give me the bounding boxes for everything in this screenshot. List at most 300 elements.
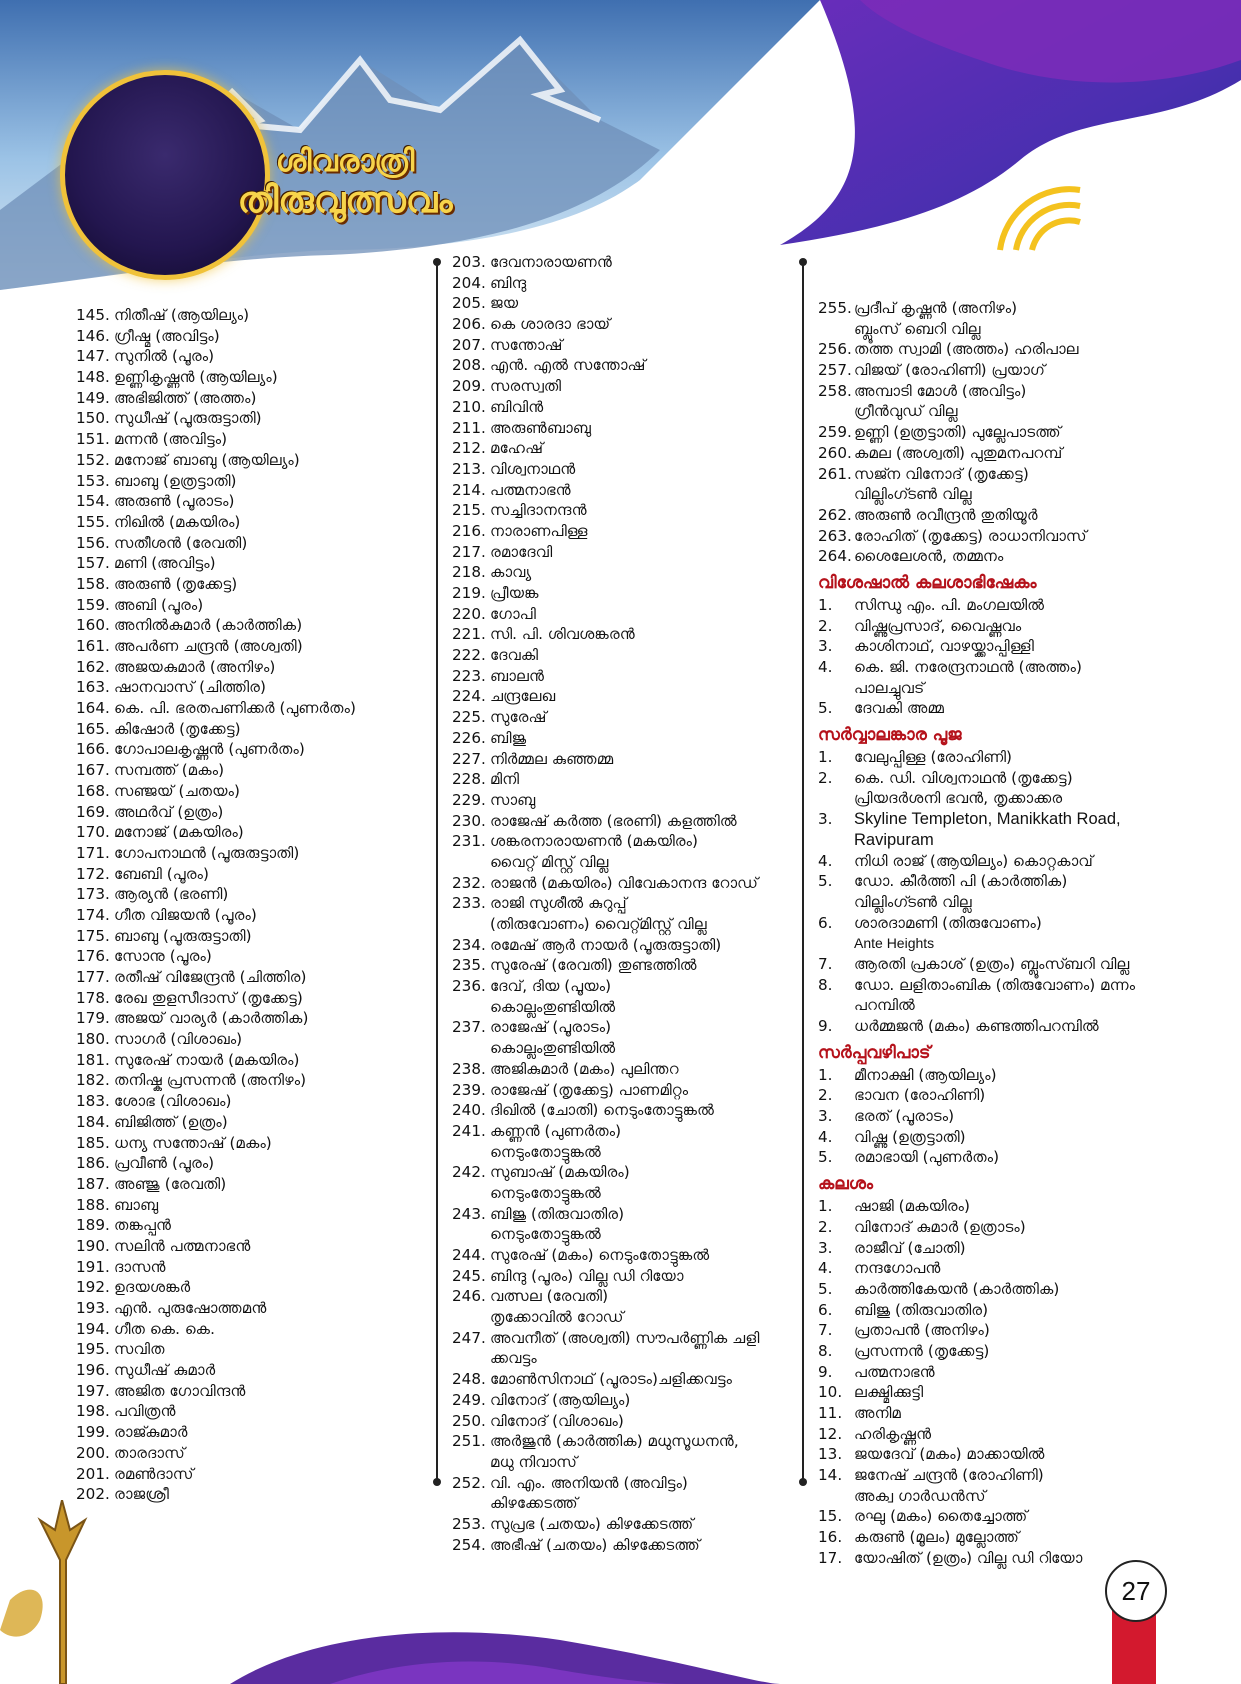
- item-number: 203.: [452, 253, 486, 271]
- item-name: മന്നൻ (അവിട്ടം): [114, 430, 228, 449]
- item-number: 2.: [818, 616, 833, 635]
- item-name: രമാദേവി: [490, 542, 553, 561]
- item-name: ഗീത വിജയൻ (പൂരം): [114, 905, 257, 924]
- item-name: രാജി സുശീൽ കുറുപ്പ്: [490, 894, 627, 913]
- item-name: താരദാസ്: [114, 1443, 185, 1462]
- item-number: 180.: [76, 1030, 110, 1049]
- item-name: ഭാവന (രോഹിണി): [854, 1086, 986, 1105]
- item-name: സുധീഷ് കുമാർ: [114, 1361, 216, 1380]
- list-item: [452, 873, 792, 894]
- list-item: [452, 645, 792, 666]
- item-number: 177.: [76, 968, 110, 986]
- item-continuation: കിഴക്കേടത്ത്: [490, 1494, 578, 1513]
- list-item: [452, 1328, 792, 1349]
- item-name: അജികുമാർ (മകം) പുലിന്തറ: [490, 1059, 679, 1078]
- list-item: [76, 1236, 406, 1257]
- list-item: [76, 698, 406, 719]
- list-item: [76, 450, 406, 471]
- list-item: [818, 636, 1183, 657]
- list-item: [818, 954, 1183, 975]
- item-number: 145.: [76, 306, 110, 324]
- list-item: [76, 719, 406, 740]
- item-number: 221.: [452, 625, 486, 644]
- list-item: [76, 388, 406, 409]
- list-item: [452, 1121, 792, 1142]
- item-number: 166.: [76, 740, 110, 759]
- item-number: 210.: [452, 397, 486, 416]
- item-number: 184.: [76, 1112, 110, 1131]
- item-name: ശങ്കരനാരായണൻ (മകയിരം): [490, 832, 698, 851]
- list-item: [452, 1431, 792, 1452]
- item-number: 152.: [76, 450, 110, 469]
- item-number: 178.: [76, 988, 110, 1007]
- list-item: [818, 1382, 1183, 1403]
- item-name: ശോഭ (വിശാഖം): [114, 1092, 232, 1111]
- list-item: [452, 624, 792, 645]
- item-number: 216.: [452, 521, 486, 540]
- item-name: അവനീത് (അശ്വതി) സൗപർണ്ണിക ചളി: [490, 1328, 760, 1347]
- item-name: നന്ദഗോപൻ: [854, 1259, 941, 1278]
- item-number: 222.: [452, 646, 486, 665]
- item-continuation: Ante Heights: [854, 935, 935, 952]
- item-number: 5.: [818, 1148, 833, 1167]
- item-number: 259.: [818, 423, 852, 442]
- item-name: വിഷ്ണു (ഉത്രട്ടാതി): [854, 1127, 966, 1146]
- item-name: സതീശൻ (രേവതി): [114, 533, 248, 552]
- item-number: 237.: [452, 1018, 486, 1037]
- item-number: 257.: [818, 361, 852, 380]
- item-name: നിധി രാജ് (ആയില്യം) കൊറ്റകാവ്: [854, 851, 1093, 870]
- item-number: 1.: [818, 748, 833, 767]
- item-name: ബേബി (പൂരം): [114, 864, 209, 883]
- item-name: ദേവകി അമ്മ: [854, 699, 945, 718]
- list-item: [818, 464, 1183, 485]
- list-item: [76, 967, 406, 988]
- item-number: 2.: [818, 1217, 833, 1236]
- list-item: [818, 1444, 1183, 1465]
- list-item: [76, 1339, 406, 1360]
- list-item: [452, 500, 792, 521]
- list-item: [818, 1106, 1183, 1127]
- list-item: [76, 781, 406, 802]
- list-item: [76, 1298, 406, 1319]
- item-number: 223.: [452, 666, 486, 685]
- list-item: [76, 822, 406, 843]
- donor-list-column-2: [452, 252, 792, 1555]
- item-continuation: നെടുംതോട്ടുങ്കൽ: [490, 1183, 601, 1202]
- list-item: [76, 657, 406, 678]
- list-item: [76, 802, 406, 823]
- list-item: [818, 657, 1183, 678]
- list-item: [76, 739, 406, 760]
- item-number: 205.: [452, 294, 486, 313]
- list-item: [76, 636, 406, 657]
- item-name: ഗ്രീഷ്മ (അവിട്ടം): [114, 326, 220, 345]
- item-number: 9.: [818, 1017, 833, 1035]
- list-item: [452, 376, 792, 397]
- item-name: ഗോപനാഥൻ (പൂരുരുട്ടാതി): [114, 843, 300, 862]
- item-number: 16.: [818, 1528, 843, 1547]
- list-item: [76, 1091, 406, 1112]
- list-item: [452, 293, 792, 314]
- item-name: സുരേഷ് (മകം) നെടുംതോട്ടുങ്കൽ: [490, 1246, 710, 1264]
- item-number: 168.: [76, 781, 110, 800]
- list-item: [76, 843, 406, 864]
- item-number: 182.: [76, 1071, 110, 1090]
- item-number: 150.: [76, 409, 110, 428]
- item-name: ബിന്ദു: [490, 273, 527, 292]
- item-name: സുപ്രഭ (ചതയം) കിഴക്കേടത്ത്: [490, 1514, 694, 1533]
- item-number: 238.: [452, 1059, 486, 1078]
- item-number: 190.: [76, 1236, 110, 1255]
- list-item: [452, 438, 792, 459]
- list-item: [452, 583, 792, 604]
- item-name: പത്മനാഭൻ: [490, 480, 571, 499]
- list-item: [452, 686, 792, 707]
- list-item: [818, 851, 1183, 872]
- list-item: [818, 1238, 1183, 1259]
- list-item: [452, 1535, 792, 1556]
- item-name: സച്ചിദാനന്ദൻ: [490, 501, 587, 520]
- item-name: രാജേഷ് കർത്ത (ഭരണി) കളത്തിൽ: [490, 811, 737, 830]
- item-name: ധർമ്മജൻ (മകം) കണ്ടത്തിപറമ്പിൽ: [854, 1017, 1099, 1035]
- item-name: Skyline Templeton, Manikkath Road,: [854, 810, 1121, 829]
- item-name: ഹരികൃഷ്ണൻ: [854, 1424, 932, 1443]
- list-item: [818, 505, 1183, 526]
- item-number: 3.: [818, 810, 833, 829]
- list-item: [818, 1217, 1183, 1238]
- item-name: ഡോ. ലളിതാംബിക (തിരുവോണം) മന്നം: [854, 975, 1136, 994]
- list-item: [452, 562, 792, 583]
- item-name: വി. എം. അനിയൻ (അവിട്ടം): [490, 1473, 688, 1492]
- item-name: സവിത: [114, 1340, 165, 1359]
- item-number: 185.: [76, 1133, 110, 1152]
- item-name: പ്രതാപൻ (അനിഴം): [854, 1321, 990, 1340]
- item-name: നിതീഷ് (ആയില്യം): [114, 306, 250, 324]
- list-item: [818, 1465, 1183, 1486]
- item-name: രാജൻ (മകയിരം) വിവേകാനന്ദ റോഡ്: [490, 873, 759, 892]
- item-name: സി. പി. ശിവശങ്കരൻ: [490, 625, 635, 644]
- item-continuation: കൊല്ലംതുണ്ടിയിൽ: [490, 1039, 616, 1058]
- item-number: 187.: [76, 1174, 110, 1193]
- item-continuation: ബ്ലൂംസ് ബെറി വില്ല: [854, 319, 981, 338]
- item-number: 207.: [452, 335, 486, 354]
- item-number: 1.: [818, 1065, 833, 1084]
- item-number: 220.: [452, 604, 486, 623]
- list-item: [76, 946, 406, 967]
- item-name: ഡോ. കീർത്തി പി (കാർത്തിക): [854, 872, 1068, 891]
- list-item: [452, 1390, 792, 1411]
- item-name: അഭീഷ് (ചതയം) കിഴക്കേടത്ത്: [490, 1535, 701, 1554]
- list-item: [76, 1133, 406, 1154]
- list-item: [818, 1362, 1183, 1383]
- item-name: കെ. ജി. നരേന്ദ്രനാഥൻ (അത്തം): [854, 658, 1082, 676]
- item-name: വിഷ്ണുപ്രസാദ്, വൈഷ്ണവം: [854, 616, 1022, 635]
- item-number: 230.: [452, 811, 486, 830]
- list-item: [452, 728, 792, 749]
- list-item: [818, 1506, 1183, 1527]
- item-number: 154.: [76, 492, 110, 511]
- list-item: [76, 346, 406, 367]
- item-number: 242.: [452, 1163, 486, 1182]
- item-name: നിർമ്മല കുഞ്ഞമ്മ: [490, 749, 614, 768]
- list-item: [818, 595, 1183, 616]
- item-name: കാവ്യ: [490, 563, 532, 582]
- list-item: [818, 616, 1183, 637]
- donor-list-column-3: [818, 298, 1183, 1569]
- list-item: [452, 542, 792, 563]
- list-item: [452, 397, 792, 418]
- item-name: ഷാജി (മകയിരം): [854, 1197, 970, 1216]
- item-name: രഘു (മകം) തൈച്ചോത്ത്: [854, 1507, 1028, 1526]
- item-number: 2.: [818, 768, 833, 787]
- item-number: 240.: [452, 1101, 486, 1120]
- list-item: [76, 1112, 406, 1133]
- item-name: മനോജ് ബാബു (ആയില്യം): [114, 450, 300, 469]
- item-number: 5.: [818, 1279, 833, 1298]
- item-name: ബിവിൻ: [490, 397, 544, 416]
- item-name: അപർണ ചന്ദ്രൻ (അശ്വതി): [114, 637, 303, 655]
- item-number: 246.: [452, 1287, 486, 1306]
- item-name: എൻ. പുരുഷോത്തമൻ: [114, 1299, 267, 1317]
- item-name: തങ്കപ്പൻ: [114, 1216, 172, 1235]
- item-number: 4.: [818, 851, 833, 870]
- item-number: 17.: [818, 1548, 843, 1567]
- list-item: [76, 1319, 406, 1340]
- item-number: 193.: [76, 1299, 110, 1317]
- item-name: ബിജു (തിരുവാതിര): [854, 1300, 989, 1319]
- list-item: [452, 1080, 792, 1101]
- item-name: രാജേഷ് (പൂരാടം): [490, 1018, 612, 1037]
- list-item: [76, 512, 406, 533]
- item-number: 234.: [452, 935, 486, 954]
- list-item: [452, 893, 792, 914]
- item-name: തത്ത സ്വാമി (അത്തം) ഹരിപാല: [854, 340, 1079, 359]
- list-item: [76, 1360, 406, 1381]
- item-name: രമൺദാസ്: [114, 1464, 194, 1483]
- item-number: 247.: [452, 1328, 486, 1347]
- item-number: 183.: [76, 1092, 110, 1111]
- list-item: [452, 480, 792, 501]
- item-continuation: ഗ്രീൻവുഡ് വില്ല: [854, 402, 958, 421]
- item-number: 5.: [818, 699, 833, 718]
- list-item: [76, 1050, 406, 1071]
- list-item: [818, 1085, 1183, 1106]
- section-heading: സർവ്വാലങ്കാര പൂജ: [818, 725, 962, 746]
- item-name: വിനോദ് (ആയില്യം): [490, 1390, 631, 1409]
- item-continuation: (തിരുവോണം) വൈറ്റ്മിസ്റ്റ് വില്ല: [490, 915, 707, 933]
- list-item: [452, 1162, 792, 1183]
- list-item: [76, 553, 406, 574]
- item-continuation: Ravipuram: [854, 830, 934, 849]
- item-number: 165.: [76, 719, 110, 738]
- item-continuation: വില്ലിംഗ്ടൺ വില്ല: [854, 485, 972, 504]
- item-number: 195.: [76, 1340, 110, 1359]
- item-name: സോനു (പൂരം): [114, 947, 212, 966]
- list-item: [452, 790, 792, 811]
- list-item: [452, 666, 792, 687]
- list-item: [76, 615, 406, 636]
- item-name: അഥർവ് (ഉത്രം): [114, 802, 224, 821]
- item-number: 263.: [818, 526, 852, 545]
- list-item: [452, 707, 792, 728]
- item-number: 229.: [452, 790, 486, 809]
- item-number: 191.: [76, 1257, 110, 1276]
- list-item: [818, 1196, 1183, 1217]
- item-name: അരുൺ (പൂരാടം): [114, 492, 235, 511]
- list-item: [76, 1464, 406, 1485]
- item-number: 209.: [452, 377, 486, 396]
- item-name: രമാഭായി (പുണർതം): [854, 1148, 1000, 1167]
- list-item: [818, 1258, 1183, 1279]
- list-item: [76, 1008, 406, 1029]
- list-item: [76, 326, 406, 347]
- item-name: സാഗർ (വിശാഖം): [114, 1030, 243, 1049]
- item-number: 228.: [452, 770, 486, 789]
- list-item: [818, 768, 1183, 789]
- list-item: [452, 418, 792, 439]
- list-item: [818, 1527, 1183, 1548]
- item-name: ധന്യ സന്തോഷ് (മകം): [114, 1133, 272, 1152]
- item-number: 248.: [452, 1370, 486, 1389]
- item-number: 260.: [818, 443, 852, 462]
- item-number: 236.: [452, 977, 486, 996]
- list-item: [76, 1070, 406, 1091]
- list-item: [818, 298, 1183, 319]
- item-number: 215.: [452, 501, 486, 520]
- item-name: രാജേഷ് (തൃക്കേട്ട) പാണമിറ്റം: [490, 1080, 689, 1099]
- item-number: 167.: [76, 761, 110, 780]
- list-item: [452, 955, 792, 976]
- item-number: 264.: [818, 547, 852, 566]
- item-name: ഭരത് (പൂരാടം): [854, 1107, 955, 1126]
- item-name: ബാബു: [114, 1195, 159, 1214]
- item-name: രാജീവ് (ചോതി): [854, 1238, 966, 1257]
- list-item: [818, 1065, 1183, 1086]
- item-number: 251.: [452, 1432, 486, 1451]
- item-number: 206.: [452, 315, 486, 334]
- list-item: [76, 533, 406, 554]
- list-item: [76, 491, 406, 512]
- item-name: ആര്യൻ (ഭരണി): [114, 885, 229, 904]
- item-number: 249.: [452, 1390, 486, 1409]
- list-item: [452, 935, 792, 956]
- item-name: വേലുപ്പിള്ള (രോഹിണി): [854, 748, 1012, 767]
- list-item: [76, 988, 406, 1009]
- item-name: മോൺസിനാഥ് (പൂരാടം)ചളിക്കവട്ടം: [490, 1370, 732, 1389]
- list-item: [818, 913, 1183, 934]
- item-continuation: തൃക്കോവിൽ റോഡ്: [490, 1308, 624, 1327]
- item-number: 148.: [76, 368, 110, 387]
- list-item: [76, 864, 406, 885]
- item-name: കാർത്തികേയൻ (കാർത്തിക): [854, 1279, 1060, 1298]
- item-number: 250.: [452, 1411, 486, 1430]
- item-name: രതീഷ് വിജേന്ദ്രൻ (ചിത്തിര): [114, 968, 307, 986]
- item-name: നാരാണപിള്ള: [490, 521, 588, 540]
- item-number: 202.: [76, 1485, 110, 1504]
- item-number: 252.: [452, 1473, 486, 1492]
- donor-list-column-1: [76, 305, 406, 1505]
- item-number: 3.: [818, 637, 833, 656]
- list-item: [818, 1127, 1183, 1148]
- item-name: സുബാഷ് (മകയിരം): [490, 1163, 630, 1182]
- item-number: 156.: [76, 533, 110, 552]
- list-item: [452, 1245, 792, 1266]
- item-name: മിനി: [490, 770, 520, 789]
- trident-ornament: [0, 1500, 140, 1684]
- item-number: 196.: [76, 1361, 110, 1380]
- item-number: 241.: [452, 1121, 486, 1140]
- divider-dot-top-1: [433, 258, 441, 266]
- item-name: അമ്പാടി മോൾ (അവിട്ടം): [854, 381, 1027, 400]
- item-number: 161.: [76, 637, 110, 655]
- item-number: 204.: [452, 273, 486, 292]
- item-name: സജ്ന വിനോദ് (തൃക്കേട്ട): [854, 464, 1029, 483]
- item-name: സുരേഷ്: [490, 708, 547, 727]
- list-item: [452, 1369, 792, 1390]
- item-name: ബാബു (പൂരുരുട്ടാതി): [114, 926, 252, 945]
- list-item: [452, 1017, 792, 1038]
- item-number: 159.: [76, 595, 110, 614]
- list-item: [818, 975, 1183, 996]
- item-number: 175.: [76, 926, 110, 945]
- item-name: നിഖിൽ (മകയിരം): [114, 512, 241, 531]
- list-item: [452, 314, 792, 335]
- item-name: ചന്ദ്രലേഖ: [490, 687, 556, 706]
- item-number: 261.: [818, 464, 852, 483]
- item-name: ദേവനാരായണൻ: [490, 253, 612, 271]
- item-number: 254.: [452, 1535, 486, 1554]
- bottom-wave: [0, 1600, 1241, 1684]
- list-item: [818, 526, 1183, 547]
- item-number: 10.: [818, 1383, 843, 1402]
- item-name: അഭിജിത്ത് (അത്തം): [114, 388, 257, 407]
- item-number: 1.: [818, 595, 833, 614]
- item-name: അനിമ: [854, 1404, 901, 1422]
- item-number: 186.: [76, 1154, 110, 1173]
- column-divider-1: [436, 262, 438, 1482]
- item-name: സലിൻ പത്മനാഭൻ: [114, 1236, 251, 1255]
- item-number: 201.: [76, 1464, 110, 1483]
- festival-logo-title: [215, 145, 475, 221]
- list-item: [76, 905, 406, 926]
- item-name: ഗോപാലകൃഷ്ണൻ (പുണർതം): [114, 740, 305, 759]
- list-item: [76, 595, 406, 616]
- list-item: [452, 769, 792, 790]
- item-name: രേഖ തുളസീദാസ് (തൃക്കേട്ട): [114, 988, 303, 1007]
- list-item: [76, 926, 406, 947]
- list-item: [76, 471, 406, 492]
- item-name: പവിത്രൻ: [114, 1402, 176, 1421]
- list-item: [76, 1443, 406, 1464]
- item-name: ആരതി പ്രകാശ് (ഉത്രം) ബ്ലൂംസ്ബറി വില്ല: [854, 954, 1130, 973]
- item-name: അഞ്ജു (രേവതി): [114, 1174, 227, 1193]
- item-number: 198.: [76, 1402, 110, 1421]
- item-name: എൻ. എൽ സന്തോഷ്: [490, 356, 646, 375]
- item-name: ശൈലേശൻ, തമ്മനം: [854, 547, 1004, 566]
- list-item: [818, 871, 1183, 892]
- item-continuation: അക്വ ഗാർഡൻസ്: [854, 1486, 986, 1505]
- list-item: [818, 339, 1183, 360]
- list-item: [452, 1059, 792, 1080]
- list-item: [76, 677, 406, 698]
- item-name: കെ. പി. ഭരതപണിക്കർ (പുണർതം): [114, 699, 356, 718]
- list-item: [76, 760, 406, 781]
- item-name: വിനോദ് കുമാർ (ഉത്രാടം): [854, 1217, 1026, 1236]
- list-item: [452, 831, 792, 852]
- list-item: [452, 1286, 792, 1307]
- list-item: [818, 443, 1183, 464]
